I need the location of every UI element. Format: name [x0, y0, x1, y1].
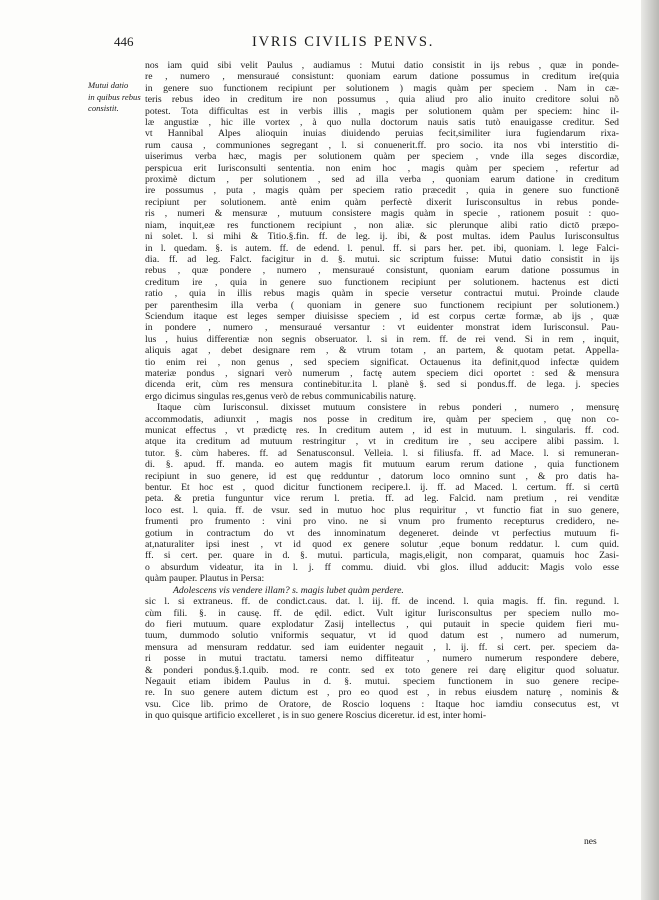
- text-line: sic l. si extraneus. ff. de condict.caus. dat. l. iij. ff. de incend. l. quia magis. ff. fin. regund. l.: [145, 596, 619, 608]
- text-line: recipiunt in suo genere, id est quę redduntur , datorum loco omnino sunt , & pro datis ha-: [145, 470, 619, 482]
- text-line: proximè dictum , per solutionem , sed ad illa verba , quoniam earum datione in creditum: [145, 174, 619, 186]
- text-line: bentur. Et hoc est , quod dicitur functionem recipere.l. ij. ff. ad Maced. l. certum. ff. si certū: [145, 482, 619, 494]
- text-line: læ angustiæ , hic ille vortex , à quo nulla doctorum nauis satis tutò enauigasse creditur. Sed: [145, 117, 619, 129]
- text-line: vt Hannibal Alpes alioquin inuias diuidendo peruias fecit,similiter iura fugiendarum rixa-: [145, 128, 619, 140]
- text-line: tuum, dummodo solutio vniformis sequatur, vt id quod datum est , numero ad numerum,: [145, 630, 619, 642]
- text-line: cùm fili. §. in causę. ff. de ędil. edict. Vult igitur Iurisconsultus per speciem nullo mo-: [145, 607, 619, 619]
- text-line: ergo dicimus singulas res,genus verò de rebus communicabilis naturę.: [145, 390, 417, 402]
- text-line: lus , huius differentiæ non segnis obseruator. l. si in rem. ff. de rei vend. Si in rem , inquit,: [145, 333, 619, 345]
- text-line: accommodatis, adiunxit , magis nos posse in creditum ire, quàm per speciem , quę non co-: [145, 413, 619, 425]
- text-line: ri posse in mutui tractatu. tamersi nemo diffiteatur , numero numerum respondere debere,: [145, 653, 619, 665]
- text-line: per parenthesim illa verba ( quoniam in genere suo functionem recipiunt per solutionem.): [145, 299, 619, 311]
- text-line: Sciendum itaque est leges semper diuisisse speciem , id est corpus certæ formæ, ab ijs , quæ: [145, 310, 619, 322]
- text-line: frumenti pro frumento : vini pro vino. ne si vnum pro frumento recepturus credidero, ne-: [145, 516, 619, 528]
- text-line: Itaque cùm Iurisconsul. dixisset mutuum consistere in rebus ponderi , numero , mensurę: [157, 402, 619, 414]
- text-line: rebus , quæ pondere , numero , mensuraué consistunt, quoniam earum datione possumus in: [145, 265, 619, 277]
- text-line: niam, inquit,eæ res functionem recipiunt , non aliæ. sic plerunque alibi ratio dictō præpo-: [145, 219, 619, 231]
- text-line: quàm pauper. Plautus in Persa:: [145, 573, 265, 585]
- text-line: ire possumus , puta , magis quàm per speciem ratio præcedit , quia in genere suo functionē: [145, 185, 619, 197]
- text-line: aliquis agat , debet designare rem , & vtrum totam , an partem, & quotam petat. Appella-: [145, 345, 619, 357]
- text-line: tio enim rei , non genus , sed speciem significat. Octauenus ita definit,quod infectæ quidem: [145, 356, 619, 368]
- text-line: in quo quisque artificio excelleret , is in suo genere Roscius diceretur. id est, inter homi-: [145, 710, 487, 722]
- text-line: & ponderi pondus.§.1.quib. mod. re contr. sed ex toto genere rei darę eligitur quod soluatur.: [145, 664, 619, 676]
- margin-note-line: consistit.: [88, 103, 119, 113]
- paragraph: [145, 402, 619, 585]
- verse-quote: Adolescens vis vendere illam? s. magis lubet quàm perdere.: [173, 584, 404, 596]
- text-line: rum causa , communiones segregant , l. si conuenerit.ff. pro socio. ita nos vbi interstitio di-: [145, 139, 619, 151]
- text-line: dicenda erit, cùm res mensura continebitur.ita l. planè §. sed si pondus.ff. de lega. j. species: [145, 379, 619, 391]
- text-line: in pondere , numero , mensuraué versantur : vt euidenter monstrat idem Iurisconsul. Pau-: [145, 322, 619, 334]
- text-line: di. §. apud. ff. manda. eo autem magis fit mutuum earum rerum datione , quia functionem: [145, 459, 619, 471]
- text-line: peta. & pretia funguntur vice rerum l. pretia. ff. ad leg. Falcid. nam pretium , rei venditæ: [145, 493, 619, 505]
- text-line: o absurdum videatur, ita in l. j. ff commu. diuid. vbi glos. illud adducit: Magis volo esse: [145, 561, 619, 573]
- text-line: nos iam quid sibi velit Paulus , audiamus : Mutui datio consistit in ijs rebus , quæ in ponde-: [145, 60, 619, 71]
- margin-note: [88, 80, 152, 115]
- text-line: do fieri mutuum. quare explodatur Zasij intellectus , qui putauit in specie quidem fieri mu-: [145, 618, 619, 630]
- text-line: vsu. Cice lib. primo de Oratore, de Roscio loquens : Itaque hoc iamdiu consecutus est, vt: [145, 698, 619, 710]
- catchword: nes: [584, 836, 597, 847]
- text-line: teris rebus ideo in creditum ire non possumus , quia aliud pro alio inuito creditore solui nõ: [145, 94, 619, 106]
- paragraph: [145, 596, 619, 721]
- text-line: municat effectus , vt prædictę res. In creditum autem , id est in mutuum. l. singularis. ff. cod.: [145, 425, 619, 436]
- body-text: [145, 60, 619, 722]
- text-line: Negauit etiam ibidem Paulus in d. §. mutui. speciem functionem in suo genere recipe-: [145, 675, 619, 687]
- text-line: ni solet. l. si mihi & Titio.§.fin. ff. de leg. ij. ibi, & post multas. idem Paulus Iurisconsultus: [145, 231, 619, 243]
- text-line: in genere suo functionem recipiunt per solutionem ) magis quàm per speciem . Nam in cæ-: [145, 82, 619, 94]
- text-line: at,naturaliter ipsi inest , vt id quod ex genere solutur ,eque bonum reddatur. l. cum quid.: [145, 539, 619, 551]
- text-line: re. In suo genere autem dictum est , pro eo quod est , in rebus eiusdem naturę , nominis &: [145, 687, 619, 699]
- margin-note-line: Mutui datio: [88, 80, 129, 90]
- text-line: atque ita creditum ad mutuum restringitur , vt in creditum ire , seu accipere alibi passim. l.: [145, 436, 619, 448]
- running-head: IVRIS CIVILIS PENVS.: [252, 34, 435, 50]
- text-line: dia. ff. ad leg. Falct. facigitur in d. §. mutui. sic scriptum fuisse: Mutui datio consistit in ijs: [145, 253, 619, 265]
- text-line: perspicua erit Iurisconsulti sententia. non enim hoc , magis quàm per speciem , refertur ad: [145, 162, 619, 174]
- text-line: ratio , quia in illis rebus magis quàm in specie versetur contractui mutui. Proinde claude: [145, 288, 619, 300]
- text-line: ris , numeri & mensuræ , mutuum consistere magis quàm in specie , rationem posuit : quo-: [145, 208, 619, 220]
- text-line: loco est. l. quia. ff. de vsur. sed in mutuo hoc plus requiritur , vt functio fiat in suo genere,: [145, 504, 619, 516]
- page-number: 446: [114, 34, 134, 49]
- text-line: in l. quedam. §. is autem. ff. de edend. l. penul. ff. si pars her. pet. ibi, quoniam. l. lege Falci-: [145, 242, 619, 254]
- margin-note-line: in quibus rebus: [88, 91, 141, 102]
- page-edge-shadow: [641, 0, 659, 900]
- text-line: mensura ad mensuram reddatur. sed iam euidenter negauit , l. ij. ff. si cert. per. speciem da-: [145, 641, 619, 653]
- text-line: potest. Tota difficultas est in verbis illis , magis per solutionem quàm per speciem: hinc il-: [145, 105, 619, 117]
- text-line: re , numero , mensuraué consistunt: quoniam earum datione possumus in creditum ire(quia: [145, 71, 619, 83]
- paragraph: [145, 60, 619, 402]
- text-line: creditum ire , quia in genere suo functionem recipiunt per solutionem. hactenus est dicti: [145, 276, 619, 288]
- text-line: ff. si cert. per. quare in d. §. mutui. particula, magis,eligit, non comparat, quamuis hoc Zasi-: [145, 550, 619, 562]
- text-line: gotium in contractum do vt des innominatum degeneret. deinde vt perfectius mutuum fi-: [145, 527, 619, 539]
- text-line: tutor. §. cùm haberes. ff. ad Senatusconsul. Velleia. l. si filiusfa. ff. ad Mace. l. si remuneran-: [145, 447, 619, 459]
- text-line: materiæ pondus , signari verò numerum , factę autem speciem dici oportet : sed & mensura: [145, 367, 619, 379]
- text-line: uiserimus verba hæc, magis per solutionem quàm per speciem , vnde illa seges discordiæ,: [145, 151, 619, 163]
- text-line: recipiunt per solutionem. antè enim quàm perfectè dixerit Iurisconsultus in rebus ponde-: [145, 196, 619, 208]
- page-header: [92, 34, 592, 54]
